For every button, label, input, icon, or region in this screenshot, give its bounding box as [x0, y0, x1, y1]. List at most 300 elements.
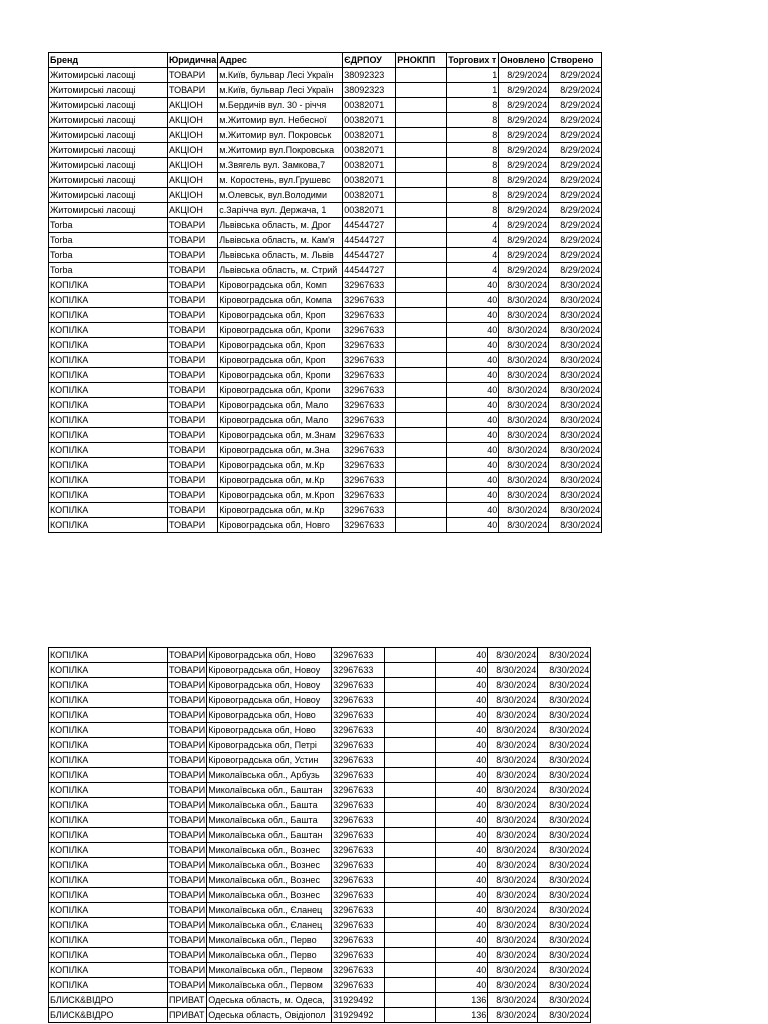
cell-edrpou: 32967633 [332, 828, 385, 843]
cell-outlets: 40 [436, 903, 488, 918]
cell-brand: КОПІЛКА [49, 723, 168, 738]
cell-brand: КОПІЛКА [49, 828, 168, 843]
cell-created: 8/30/2024 [549, 323, 602, 338]
cell-created: 8/30/2024 [549, 383, 602, 398]
cell-outlets: 40 [447, 458, 499, 473]
cell-created: 8/30/2024 [538, 918, 591, 933]
cell-updated: 8/30/2024 [488, 888, 538, 903]
cell-updated: 8/30/2024 [499, 518, 549, 533]
table-row [49, 738, 591, 753]
cell-created: 8/30/2024 [538, 738, 591, 753]
cell-outlets: 40 [447, 353, 499, 368]
cell-created: 8/29/2024 [549, 248, 602, 263]
cell-address: м.Олевськ, вул.Володими [218, 188, 343, 203]
cell-created: 8/30/2024 [538, 648, 591, 663]
cell-rnokpp [396, 338, 447, 353]
table-row [49, 248, 602, 263]
table-row [49, 888, 591, 903]
cell-rnokpp [396, 383, 447, 398]
cell-address: Миколаївська обл., Єланец [207, 918, 332, 933]
header-rnokpp: РНОКПП [396, 53, 447, 68]
cell-outlets: 40 [447, 428, 499, 443]
cell-created: 8/30/2024 [538, 843, 591, 858]
cell-rnokpp [396, 83, 447, 98]
cell-outlets: 8 [447, 158, 499, 173]
cell-address: м.Бердичів вул. 30 - річчя [218, 98, 343, 113]
cell-edrpou: 44544727 [343, 248, 396, 263]
cell-edrpou: 32967633 [332, 978, 385, 993]
cell-brand: КОПІЛКА [49, 678, 168, 693]
table-row [49, 128, 602, 143]
cell-legal-entity: ТОВАРИ [168, 888, 207, 903]
cell-edrpou: 32967633 [332, 933, 385, 948]
cell-outlets: 40 [447, 443, 499, 458]
cell-edrpou: 00382071 [343, 143, 396, 158]
cell-created: 8/30/2024 [538, 783, 591, 798]
cell-address: Миколаївська обл., Первом [207, 963, 332, 978]
cell-legal-entity: ТОВАРИ [168, 83, 218, 98]
table-row [49, 708, 591, 723]
cell-updated: 8/30/2024 [488, 858, 538, 873]
cell-address: м.Житомир вул. Покровськ [218, 128, 343, 143]
cell-updated: 8/29/2024 [499, 263, 549, 278]
cell-address: Кіровоградська обл, Компа [218, 293, 343, 308]
header-address: Адрес [218, 53, 343, 68]
cell-outlets: 40 [436, 828, 488, 843]
cell-created: 8/30/2024 [549, 503, 602, 518]
cell-outlets: 40 [436, 858, 488, 873]
cell-outlets: 40 [436, 978, 488, 993]
cell-legal-entity: ТОВАРИ [168, 353, 218, 368]
cell-created: 8/30/2024 [549, 443, 602, 458]
cell-legal-entity: ТОВАРИ [168, 723, 207, 738]
cell-edrpou: 32967633 [332, 963, 385, 978]
cell-updated: 8/30/2024 [488, 663, 538, 678]
cell-outlets: 8 [447, 128, 499, 143]
cell-brand: КОПІЛКА [49, 413, 168, 428]
cell-legal-entity: ТОВАРИ [168, 413, 218, 428]
table-row [49, 173, 602, 188]
cell-legal-entity: ТОВАРИ [168, 693, 207, 708]
table-row [49, 768, 591, 783]
cell-created: 8/30/2024 [538, 753, 591, 768]
cell-edrpou: 32967633 [343, 278, 396, 293]
cell-created: 8/30/2024 [549, 278, 602, 293]
cell-rnokpp [396, 443, 447, 458]
table-row [49, 368, 602, 383]
cell-outlets: 1 [447, 68, 499, 83]
cell-created: 8/30/2024 [538, 798, 591, 813]
cell-address: Миколаївська обл., Вознес [207, 843, 332, 858]
table-row [49, 978, 591, 993]
cell-outlets: 40 [436, 723, 488, 738]
cell-created: 8/30/2024 [549, 353, 602, 368]
cell-edrpou: 32967633 [343, 353, 396, 368]
header-legal-entity: Юридична [168, 53, 218, 68]
cell-edrpou: 32967633 [332, 693, 385, 708]
cell-edrpou: 32967633 [343, 308, 396, 323]
cell-brand: Житомирські ласощі [49, 143, 168, 158]
cell-updated: 8/29/2024 [499, 203, 549, 218]
cell-rnokpp [396, 173, 447, 188]
cell-created: 8/30/2024 [549, 338, 602, 353]
cell-legal-entity: ТОВАРИ [168, 903, 207, 918]
cell-outlets: 136 [436, 1008, 488, 1023]
cell-rnokpp [396, 68, 447, 83]
cell-address: Кіровоградська обл, Мало [218, 413, 343, 428]
cell-updated: 8/29/2024 [499, 128, 549, 143]
cell-legal-entity: ТОВАРИ [168, 443, 218, 458]
cell-created: 8/30/2024 [538, 933, 591, 948]
cell-updated: 8/29/2024 [499, 218, 549, 233]
cell-edrpou: 00382071 [343, 188, 396, 203]
cell-address: Кіровоградська обл, Ново [207, 648, 332, 663]
cell-created: 8/30/2024 [538, 858, 591, 873]
cell-updated: 8/30/2024 [488, 648, 538, 663]
cell-rnokpp [385, 663, 436, 678]
cell-brand: КОПІЛКА [49, 783, 168, 798]
cell-created: 8/30/2024 [549, 368, 602, 383]
cell-created: 8/29/2024 [549, 113, 602, 128]
cell-edrpou: 32967633 [343, 458, 396, 473]
cell-updated: 8/29/2024 [499, 158, 549, 173]
cell-edrpou: 32967633 [343, 473, 396, 488]
cell-address: Кіровоградська обл, Новго [218, 518, 343, 533]
cell-edrpou: 32967633 [343, 323, 396, 338]
table-row [49, 828, 591, 843]
cell-created: 8/30/2024 [538, 963, 591, 978]
cell-brand: Житомирські ласощі [49, 128, 168, 143]
cell-outlets: 40 [447, 308, 499, 323]
table-row [49, 353, 602, 368]
cell-outlets: 40 [436, 843, 488, 858]
cell-updated: 8/29/2024 [499, 173, 549, 188]
cell-rnokpp [385, 768, 436, 783]
cell-outlets: 40 [436, 888, 488, 903]
cell-brand: КОПІЛКА [49, 458, 168, 473]
cell-outlets: 8 [447, 98, 499, 113]
cell-address: Львівська область, м. Львів [218, 248, 343, 263]
cell-rnokpp [385, 948, 436, 963]
cell-updated: 8/30/2024 [488, 678, 538, 693]
cell-legal-entity: ТОВАРИ [168, 843, 207, 858]
cell-outlets: 40 [447, 383, 499, 398]
cell-edrpou: 32967633 [332, 918, 385, 933]
cell-address: Кіровоградська обл, Ново [207, 708, 332, 723]
cell-edrpou: 32967633 [332, 738, 385, 753]
cell-rnokpp [396, 143, 447, 158]
cell-rnokpp [396, 293, 447, 308]
cell-rnokpp [385, 648, 436, 663]
cell-legal-entity: ТОВАРИ [168, 828, 207, 843]
cell-legal-entity: ТОВАРИ [168, 948, 207, 963]
cell-created: 8/30/2024 [549, 428, 602, 443]
cell-legal-entity: ТОВАРИ [168, 503, 218, 518]
table-row [49, 963, 591, 978]
cell-rnokpp [385, 843, 436, 858]
cell-legal-entity: ТОВАРИ [168, 933, 207, 948]
cell-created: 8/30/2024 [538, 948, 591, 963]
cell-rnokpp [396, 308, 447, 323]
cell-address: с.Зарічча вул. Держача, 1 [218, 203, 343, 218]
cell-updated: 8/30/2024 [499, 278, 549, 293]
cell-legal-entity: ТОВАРИ [168, 218, 218, 233]
table-row [49, 218, 602, 233]
cell-edrpou: 32967633 [343, 428, 396, 443]
cell-created: 8/30/2024 [538, 813, 591, 828]
cell-edrpou: 32967633 [332, 768, 385, 783]
data-table-top [48, 52, 602, 533]
cell-legal-entity: АКЦІОН [168, 203, 218, 218]
cell-created: 8/29/2024 [549, 83, 602, 98]
cell-outlets: 1 [447, 83, 499, 98]
cell-legal-entity: АКЦІОН [168, 188, 218, 203]
cell-legal-entity: ТОВАРИ [168, 518, 218, 533]
cell-created: 8/30/2024 [549, 518, 602, 533]
table-row [49, 473, 602, 488]
cell-address: м.Київ, бульвар Лесі Україн [218, 68, 343, 83]
cell-edrpou: 32967633 [343, 383, 396, 398]
cell-updated: 8/30/2024 [488, 1008, 538, 1023]
cell-legal-entity: АКЦІОН [168, 173, 218, 188]
table-row [49, 233, 602, 248]
cell-rnokpp [385, 723, 436, 738]
cell-brand: КОПІЛКА [49, 948, 168, 963]
cell-outlets: 40 [436, 948, 488, 963]
table-row [49, 518, 602, 533]
cell-outlets: 40 [436, 783, 488, 798]
cell-edrpou: 32967633 [332, 888, 385, 903]
table-row [49, 398, 602, 413]
cell-outlets: 4 [447, 248, 499, 263]
cell-updated: 8/30/2024 [488, 798, 538, 813]
cell-legal-entity: ТОВАРИ [168, 663, 207, 678]
cell-rnokpp [396, 218, 447, 233]
cell-legal-entity: АКЦІОН [168, 98, 218, 113]
cell-edrpou: 00382071 [343, 158, 396, 173]
cell-edrpou: 32967633 [343, 293, 396, 308]
cell-address: Кіровоградська обл, Ново [207, 723, 332, 738]
table-row [49, 263, 602, 278]
cell-brand: КОПІЛКА [49, 798, 168, 813]
cell-updated: 8/30/2024 [499, 398, 549, 413]
table-row [49, 338, 602, 353]
cell-outlets: 4 [447, 263, 499, 278]
cell-edrpou: 00382071 [343, 113, 396, 128]
cell-outlets: 40 [447, 368, 499, 383]
cell-rnokpp [396, 128, 447, 143]
cell-created: 8/30/2024 [549, 413, 602, 428]
cell-address: м.Київ, бульвар Лесі Україн [218, 83, 343, 98]
cell-edrpou: 32967633 [343, 368, 396, 383]
cell-legal-entity: ПРИВАТ [168, 1008, 207, 1023]
cell-legal-entity: ТОВАРИ [168, 488, 218, 503]
cell-legal-entity: ТОВАРИ [168, 293, 218, 308]
cell-outlets: 8 [447, 113, 499, 128]
cell-updated: 8/30/2024 [488, 813, 538, 828]
header-row [49, 53, 602, 68]
cell-edrpou: 44544727 [343, 263, 396, 278]
cell-legal-entity: ТОВАРИ [168, 263, 218, 278]
cell-updated: 8/29/2024 [499, 248, 549, 263]
cell-brand: КОПІЛКА [49, 293, 168, 308]
cell-updated: 8/29/2024 [499, 83, 549, 98]
cell-address: Кіровоградська обл, м.Зна [218, 443, 343, 458]
cell-rnokpp [396, 413, 447, 428]
cell-updated: 8/29/2024 [499, 98, 549, 113]
table-row [49, 308, 602, 323]
cell-address: Кіровоградська обл, м.Кр [218, 473, 343, 488]
cell-brand: Житомирські ласощі [49, 83, 168, 98]
cell-address: Кіровоградська обл, м.Знам [218, 428, 343, 443]
cell-outlets: 40 [436, 813, 488, 828]
cell-updated: 8/30/2024 [499, 413, 549, 428]
cell-rnokpp [396, 353, 447, 368]
table-row [49, 143, 602, 158]
cell-address: Миколаївська обл., Вознес [207, 858, 332, 873]
cell-legal-entity: ТОВАРИ [168, 648, 207, 663]
cell-outlets: 40 [447, 338, 499, 353]
cell-rnokpp [385, 828, 436, 843]
cell-created: 8/30/2024 [538, 693, 591, 708]
cell-outlets: 8 [447, 188, 499, 203]
cell-legal-entity: ТОВАРИ [168, 813, 207, 828]
cell-updated: 8/29/2024 [499, 233, 549, 248]
cell-brand: КОПІЛКА [49, 843, 168, 858]
table-row [49, 663, 591, 678]
table-row [49, 813, 591, 828]
cell-rnokpp [385, 858, 436, 873]
cell-edrpou: 32967633 [332, 948, 385, 963]
cell-brand: КОПІЛКА [49, 488, 168, 503]
cell-updated: 8/30/2024 [488, 978, 538, 993]
cell-address: Кіровоградська обл, м.Кр [218, 503, 343, 518]
cell-created: 8/30/2024 [538, 708, 591, 723]
cell-brand: КОПІЛКА [49, 398, 168, 413]
cell-brand: Житомирські ласощі [49, 203, 168, 218]
cell-outlets: 40 [436, 693, 488, 708]
cell-created: 8/29/2024 [549, 203, 602, 218]
cell-edrpou: 32967633 [343, 413, 396, 428]
cell-edrpou: 32967633 [343, 338, 396, 353]
cell-outlets: 4 [447, 233, 499, 248]
cell-updated: 8/30/2024 [488, 738, 538, 753]
cell-created: 8/29/2024 [549, 143, 602, 158]
cell-address: Кіровоградська обл, Кроп [218, 338, 343, 353]
cell-brand: КОПІЛКА [49, 663, 168, 678]
cell-created: 8/30/2024 [549, 308, 602, 323]
cell-created: 8/30/2024 [538, 993, 591, 1008]
cell-created: 8/30/2024 [538, 873, 591, 888]
table-row [49, 68, 602, 83]
cell-brand: КОПІЛКА [49, 933, 168, 948]
header-updated: Оновлено [499, 53, 549, 68]
cell-updated: 8/30/2024 [488, 873, 538, 888]
cell-edrpou: 00382071 [343, 203, 396, 218]
cell-rnokpp [396, 488, 447, 503]
cell-rnokpp [396, 518, 447, 533]
cell-updated: 8/30/2024 [488, 948, 538, 963]
cell-brand: Житомирські ласощі [49, 188, 168, 203]
cell-rnokpp [396, 368, 447, 383]
cell-updated: 8/29/2024 [499, 143, 549, 158]
cell-outlets: 40 [436, 768, 488, 783]
cell-rnokpp [385, 888, 436, 903]
cell-created: 8/29/2024 [549, 128, 602, 143]
cell-brand: Житомирські ласощі [49, 173, 168, 188]
cell-edrpou: 31929492 [332, 993, 385, 1008]
cell-address: Миколаївська обл., Башта [207, 813, 332, 828]
cell-edrpou: 32967633 [332, 648, 385, 663]
cell-address: Миколаївська обл., Арбузь [207, 768, 332, 783]
cell-brand: Torba [49, 263, 168, 278]
cell-created: 8/29/2024 [549, 98, 602, 113]
cell-updated: 8/30/2024 [488, 843, 538, 858]
cell-brand: БЛИСК&ВІДРО [49, 1008, 168, 1023]
cell-outlets: 40 [436, 963, 488, 978]
cell-rnokpp [396, 263, 447, 278]
cell-brand: КОПІЛКА [49, 503, 168, 518]
cell-outlets: 8 [447, 173, 499, 188]
cell-outlets: 40 [436, 663, 488, 678]
cell-updated: 8/30/2024 [499, 383, 549, 398]
cell-legal-entity: ТОВАРИ [168, 738, 207, 753]
table-row [49, 98, 602, 113]
table-row [49, 293, 602, 308]
cell-legal-entity: ТОВАРИ [168, 978, 207, 993]
cell-created: 8/29/2024 [549, 263, 602, 278]
cell-address: м. Коростень, вул.Грушевс [218, 173, 343, 188]
cell-rnokpp [385, 798, 436, 813]
cell-edrpou: 38092323 [343, 83, 396, 98]
cell-rnokpp [396, 458, 447, 473]
cell-brand: КОПІЛКА [49, 308, 168, 323]
cell-rnokpp [385, 708, 436, 723]
cell-legal-entity: ТОВАРИ [168, 308, 218, 323]
cell-brand: КОПІЛКА [49, 768, 168, 783]
cell-updated: 8/29/2024 [499, 68, 549, 83]
cell-brand: КОПІЛКА [49, 738, 168, 753]
table-row [49, 488, 602, 503]
cell-created: 8/30/2024 [538, 723, 591, 738]
cell-address: Львівська область, м. Стрий [218, 263, 343, 278]
cell-legal-entity: ТОВАРИ [168, 918, 207, 933]
cell-rnokpp [396, 473, 447, 488]
cell-edrpou: 32967633 [332, 663, 385, 678]
cell-rnokpp [396, 188, 447, 203]
cell-rnokpp [385, 738, 436, 753]
cell-edrpou: 00382071 [343, 98, 396, 113]
header-created: Створено [549, 53, 602, 68]
cell-edrpou: 32967633 [332, 903, 385, 918]
cell-outlets: 40 [447, 473, 499, 488]
cell-legal-entity: ТОВАРИ [168, 368, 218, 383]
cell-rnokpp [385, 753, 436, 768]
cell-brand: Житомирські ласощі [49, 158, 168, 173]
cell-legal-entity: ТОВАРИ [168, 323, 218, 338]
cell-rnokpp [385, 903, 436, 918]
cell-brand: Житомирські ласощі [49, 113, 168, 128]
cell-brand: КОПІЛКА [49, 383, 168, 398]
cell-updated: 8/30/2024 [488, 918, 538, 933]
cell-address: Кіровоградська обл, Кропи [218, 383, 343, 398]
cell-updated: 8/30/2024 [499, 488, 549, 503]
cell-updated: 8/30/2024 [488, 768, 538, 783]
cell-brand: КОПІЛКА [49, 368, 168, 383]
cell-rnokpp [385, 678, 436, 693]
cell-edrpou: 32967633 [343, 443, 396, 458]
table-row [49, 1008, 591, 1023]
